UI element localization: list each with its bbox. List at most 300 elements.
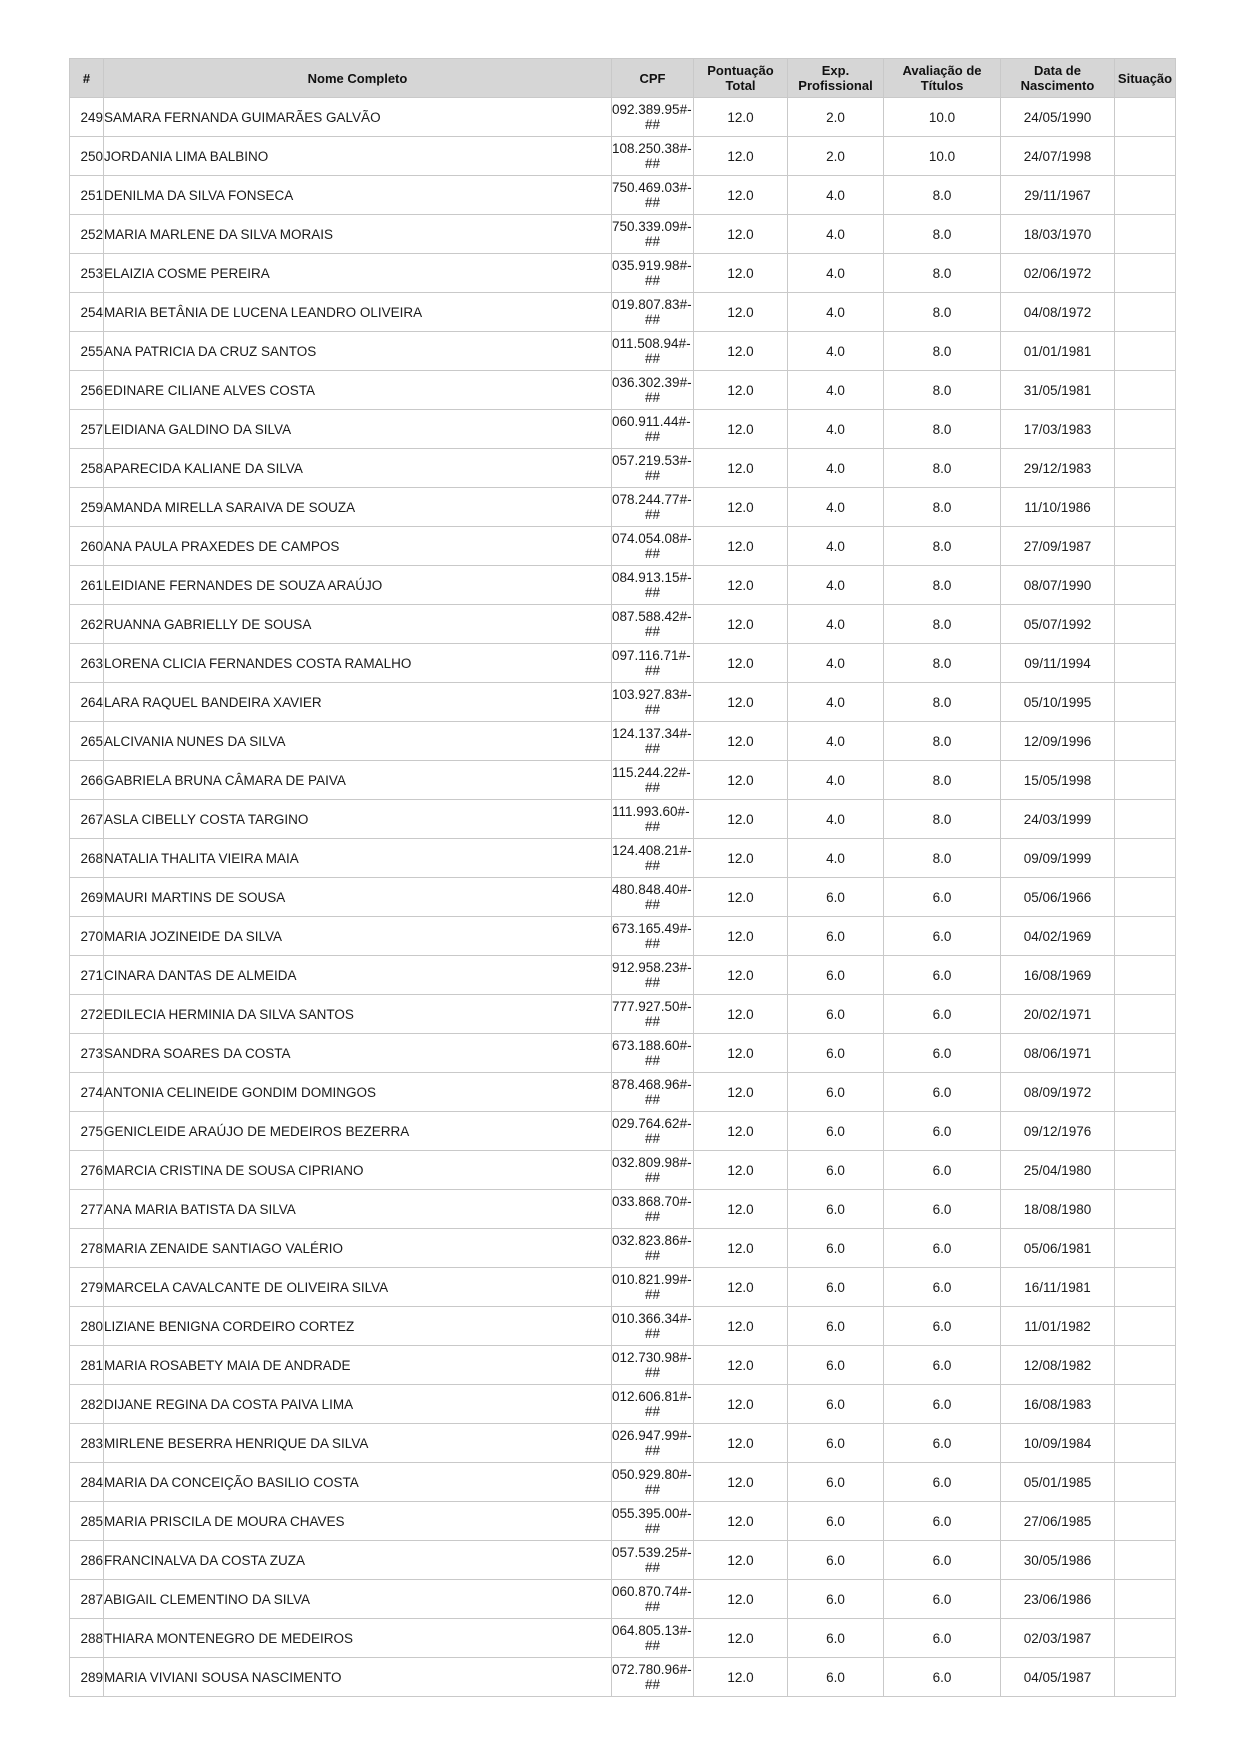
title-evaluation-cell: 10.0 xyxy=(884,98,1001,137)
cpf-suffix: ## xyxy=(644,156,661,171)
full-name-cell: GABRIELA BRUNA CÂMARA DE PAIVA xyxy=(104,761,612,800)
row-number: 252 xyxy=(70,215,104,254)
table-body xyxy=(70,98,1176,1697)
cpf-cell xyxy=(612,1034,694,1073)
birth-date-cell: 16/08/1983 xyxy=(1001,1385,1115,1424)
experience-cell: 4.0 xyxy=(788,761,884,800)
total-score-cell: 12.0 xyxy=(694,1034,788,1073)
status-cell xyxy=(1115,1229,1176,1268)
total-score-cell: 12.0 xyxy=(694,137,788,176)
title-evaluation-cell: 8.0 xyxy=(884,410,1001,449)
experience-cell: 6.0 xyxy=(788,1268,884,1307)
title-evaluation-cell: 6.0 xyxy=(884,1268,1001,1307)
table-row xyxy=(70,1385,1176,1424)
cpf-cell xyxy=(612,449,694,488)
header-birth-date xyxy=(1001,59,1115,98)
cpf-suffix: ## xyxy=(644,351,661,366)
cpf-prefix: 057.219.53#- xyxy=(612,453,692,468)
full-name-cell: SAMARA FERNANDA GUIMARÃES GALVÃO xyxy=(104,98,612,137)
cpf-prefix: 032.823.86#- xyxy=(612,1233,692,1248)
birth-date-cell: 09/11/1994 xyxy=(1001,644,1115,683)
total-score-cell: 12.0 xyxy=(694,293,788,332)
cpf-prefix: 777.927.50#- xyxy=(612,999,692,1014)
title-evaluation-cell: 8.0 xyxy=(884,332,1001,371)
experience-cell: 6.0 xyxy=(788,1073,884,1112)
full-name-cell: MARCELA CAVALCANTE DE OLIVEIRA SILVA xyxy=(104,1268,612,1307)
experience-cell: 6.0 xyxy=(788,1580,884,1619)
row-number: 288 xyxy=(70,1619,104,1658)
cpf-cell xyxy=(612,1502,694,1541)
row-number: 280 xyxy=(70,1307,104,1346)
birth-date-cell: 09/09/1999 xyxy=(1001,839,1115,878)
total-score-cell: 12.0 xyxy=(694,254,788,293)
status-cell xyxy=(1115,1190,1176,1229)
total-score-cell: 12.0 xyxy=(694,683,788,722)
cpf-suffix: ## xyxy=(644,195,661,210)
status-cell xyxy=(1115,1619,1176,1658)
total-score-cell: 12.0 xyxy=(694,410,788,449)
total-score-cell: 12.0 xyxy=(694,98,788,137)
cpf-suffix: ## xyxy=(644,1287,661,1302)
experience-cell: 6.0 xyxy=(788,878,884,917)
full-name-cell: CINARA DANTAS DE ALMEIDA xyxy=(104,956,612,995)
table-row xyxy=(70,1229,1176,1268)
status-cell xyxy=(1115,1151,1176,1190)
row-number: 274 xyxy=(70,1073,104,1112)
full-name-cell: LIZIANE BENIGNA CORDEIRO CORTEZ xyxy=(104,1307,612,1346)
cpf-suffix: ## xyxy=(644,702,661,717)
experience-cell: 4.0 xyxy=(788,605,884,644)
row-number: 277 xyxy=(70,1190,104,1229)
status-cell xyxy=(1115,488,1176,527)
cpf-suffix: ## xyxy=(644,1482,661,1497)
title-evaluation-cell: 8.0 xyxy=(884,488,1001,527)
table-row xyxy=(70,1346,1176,1385)
row-number: 254 xyxy=(70,293,104,332)
experience-cell: 6.0 xyxy=(788,956,884,995)
cpf-prefix: 078.244.77#- xyxy=(612,492,692,507)
total-score-cell: 12.0 xyxy=(694,644,788,683)
full-name-cell: GENICLEIDE ARAÚJO DE MEDEIROS BEZERRA xyxy=(104,1112,612,1151)
cpf-cell xyxy=(612,1346,694,1385)
cpf-prefix: 750.469.03#- xyxy=(612,180,692,195)
experience-cell: 4.0 xyxy=(788,527,884,566)
table-row xyxy=(70,917,1176,956)
cpf-cell xyxy=(612,1112,694,1151)
status-cell xyxy=(1115,332,1176,371)
row-number: 267 xyxy=(70,800,104,839)
table-header xyxy=(70,59,1176,98)
row-number: 271 xyxy=(70,956,104,995)
birth-date-cell: 16/11/1981 xyxy=(1001,1268,1115,1307)
row-number: 249 xyxy=(70,98,104,137)
table-row xyxy=(70,683,1176,722)
total-score-cell: 12.0 xyxy=(694,1580,788,1619)
cpf-suffix: ## xyxy=(644,1326,661,1341)
status-cell xyxy=(1115,371,1176,410)
cpf-cell xyxy=(612,683,694,722)
title-evaluation-cell: 6.0 xyxy=(884,1073,1001,1112)
title-evaluation-cell: 6.0 xyxy=(884,1580,1001,1619)
title-evaluation-cell: 6.0 xyxy=(884,1502,1001,1541)
table-row xyxy=(70,371,1176,410)
row-number: 263 xyxy=(70,644,104,683)
full-name-cell: LEIDIANA GALDINO DA SILVA xyxy=(104,410,612,449)
full-name-cell: MIRLENE BESERRA HENRIQUE DA SILVA xyxy=(104,1424,612,1463)
birth-date-cell: 11/10/1986 xyxy=(1001,488,1115,527)
experience-cell: 4.0 xyxy=(788,683,884,722)
header-total-score xyxy=(694,59,788,98)
row-number: 258 xyxy=(70,449,104,488)
cpf-prefix: 111.993.60#- xyxy=(612,804,690,819)
cpf-cell xyxy=(612,1541,694,1580)
experience-cell: 6.0 xyxy=(788,995,884,1034)
birth-date-cell: 24/07/1998 xyxy=(1001,137,1115,176)
title-evaluation-cell: 8.0 xyxy=(884,761,1001,800)
title-evaluation-cell: 8.0 xyxy=(884,722,1001,761)
table-row xyxy=(70,1268,1176,1307)
cpf-prefix: 912.958.23#- xyxy=(612,960,692,975)
row-number: 265 xyxy=(70,722,104,761)
cpf-prefix: 011.508.94#- xyxy=(612,336,691,351)
cpf-suffix: ## xyxy=(644,1014,661,1029)
status-cell xyxy=(1115,137,1176,176)
status-cell xyxy=(1115,176,1176,215)
title-evaluation-cell: 6.0 xyxy=(884,1034,1001,1073)
experience-cell: 4.0 xyxy=(788,722,884,761)
status-cell xyxy=(1115,1112,1176,1151)
cpf-suffix: ## xyxy=(644,741,661,756)
experience-cell: 6.0 xyxy=(788,1502,884,1541)
title-evaluation-cell: 8.0 xyxy=(884,839,1001,878)
birth-date-cell: 18/08/1980 xyxy=(1001,1190,1115,1229)
cpf-prefix: 055.395.00#- xyxy=(612,1506,692,1521)
title-evaluation-cell: 6.0 xyxy=(884,917,1001,956)
table-row xyxy=(70,995,1176,1034)
total-score-cell: 12.0 xyxy=(694,566,788,605)
title-evaluation-cell: 8.0 xyxy=(884,176,1001,215)
status-cell xyxy=(1115,644,1176,683)
full-name-cell: RUANNA GABRIELLY DE SOUSA xyxy=(104,605,612,644)
cpf-suffix: ## xyxy=(644,546,661,561)
total-score-cell: 12.0 xyxy=(694,1190,788,1229)
cpf-cell xyxy=(612,1229,694,1268)
full-name-cell: MARIA BETÂNIA DE LUCENA LEANDRO OLIVEIRA xyxy=(104,293,612,332)
full-name-cell: MARIA ZENAIDE SANTIAGO VALÉRIO xyxy=(104,1229,612,1268)
cpf-cell xyxy=(612,1658,694,1697)
cpf-cell xyxy=(612,956,694,995)
total-score-cell: 12.0 xyxy=(694,1112,788,1151)
status-cell xyxy=(1115,1307,1176,1346)
row-number: 269 xyxy=(70,878,104,917)
full-name-cell: ANA PATRICIA DA CRUZ SANTOS xyxy=(104,332,612,371)
experience-cell: 4.0 xyxy=(788,293,884,332)
birth-date-cell: 05/06/1981 xyxy=(1001,1229,1115,1268)
cpf-suffix: ## xyxy=(644,936,661,951)
total-score-cell: 12.0 xyxy=(694,1385,788,1424)
cpf-prefix: 480.848.40#- xyxy=(612,882,692,897)
cpf-cell xyxy=(612,839,694,878)
cpf-suffix: ## xyxy=(644,780,661,795)
full-name-cell: MARIA ROSABETY MAIA DE ANDRADE xyxy=(104,1346,612,1385)
experience-cell: 4.0 xyxy=(788,449,884,488)
cpf-cell xyxy=(612,98,694,137)
status-cell xyxy=(1115,410,1176,449)
cpf-cell xyxy=(612,995,694,1034)
experience-cell: 4.0 xyxy=(788,566,884,605)
birth-date-cell: 02/06/1972 xyxy=(1001,254,1115,293)
row-number: 273 xyxy=(70,1034,104,1073)
cpf-prefix: 124.408.21#- xyxy=(612,843,692,858)
birth-date-cell: 04/02/1969 xyxy=(1001,917,1115,956)
row-number: 275 xyxy=(70,1112,104,1151)
title-evaluation-cell: 6.0 xyxy=(884,1424,1001,1463)
status-cell xyxy=(1115,293,1176,332)
total-score-cell: 12.0 xyxy=(694,800,788,839)
title-evaluation-cell: 6.0 xyxy=(884,878,1001,917)
row-number: 262 xyxy=(70,605,104,644)
title-evaluation-cell: 6.0 xyxy=(884,1151,1001,1190)
full-name-cell: ANTONIA CELINEIDE GONDIM DOMINGOS xyxy=(104,1073,612,1112)
cpf-suffix: ## xyxy=(644,624,661,639)
title-evaluation-cell: 8.0 xyxy=(884,371,1001,410)
birth-date-cell: 10/09/1984 xyxy=(1001,1424,1115,1463)
experience-cell: 6.0 xyxy=(788,1541,884,1580)
cpf-prefix: 673.188.60#- xyxy=(612,1038,692,1053)
table-row xyxy=(70,332,1176,371)
cpf-cell xyxy=(612,488,694,527)
status-cell xyxy=(1115,878,1176,917)
row-number: 283 xyxy=(70,1424,104,1463)
header-professional-experience xyxy=(788,59,884,98)
table-row xyxy=(70,1619,1176,1658)
row-number: 276 xyxy=(70,1151,104,1190)
birth-date-cell: 08/06/1971 xyxy=(1001,1034,1115,1073)
cpf-prefix: 036.302.39#- xyxy=(612,375,692,390)
row-number: 251 xyxy=(70,176,104,215)
full-name-cell: APARECIDA KALIANE DA SILVA xyxy=(104,449,612,488)
experience-cell: 4.0 xyxy=(788,410,884,449)
birth-date-cell: 04/05/1987 xyxy=(1001,1658,1115,1697)
title-evaluation-cell: 6.0 xyxy=(884,1112,1001,1151)
cpf-suffix: ## xyxy=(644,468,661,483)
birth-date-cell: 16/08/1969 xyxy=(1001,956,1115,995)
cpf-prefix: 060.870.74#- xyxy=(612,1584,692,1599)
experience-cell: 4.0 xyxy=(788,839,884,878)
row-number: 282 xyxy=(70,1385,104,1424)
full-name-cell: EDILECIA HERMINIA DA SILVA SANTOS xyxy=(104,995,612,1034)
table-row xyxy=(70,839,1176,878)
header-professional-experience-line1: Exp. xyxy=(821,63,850,78)
full-name-cell: ANA PAULA PRAXEDES DE CAMPOS xyxy=(104,527,612,566)
total-score-cell: 12.0 xyxy=(694,761,788,800)
table-row xyxy=(70,215,1176,254)
row-number: 272 xyxy=(70,995,104,1034)
experience-cell: 6.0 xyxy=(788,1190,884,1229)
cpf-cell xyxy=(612,1307,694,1346)
status-cell xyxy=(1115,1346,1176,1385)
cpf-prefix: 010.366.34#- xyxy=(612,1311,692,1326)
full-name-cell: DENILMA DA SILVA FONSECA xyxy=(104,176,612,215)
row-number: 285 xyxy=(70,1502,104,1541)
birth-date-cell: 08/09/1972 xyxy=(1001,1073,1115,1112)
title-evaluation-cell: 8.0 xyxy=(884,644,1001,683)
table-row xyxy=(70,137,1176,176)
birth-date-cell: 12/08/1982 xyxy=(1001,1346,1115,1385)
cpf-prefix: 074.054.08#- xyxy=(612,531,692,546)
experience-cell: 6.0 xyxy=(788,1346,884,1385)
total-score-cell: 12.0 xyxy=(694,1463,788,1502)
total-score-cell: 12.0 xyxy=(694,1424,788,1463)
cpf-prefix: 072.780.96#- xyxy=(612,1662,692,1677)
cpf-suffix: ## xyxy=(644,429,661,444)
cpf-prefix: 032.809.98#- xyxy=(612,1155,692,1170)
cpf-prefix: 019.807.83#- xyxy=(612,297,692,312)
cpf-suffix: ## xyxy=(644,1209,661,1224)
cpf-cell xyxy=(612,605,694,644)
cpf-cell xyxy=(612,1268,694,1307)
birth-date-cell: 25/04/1980 xyxy=(1001,1151,1115,1190)
cpf-suffix: ## xyxy=(644,975,661,990)
table-row xyxy=(70,761,1176,800)
experience-cell: 6.0 xyxy=(788,1463,884,1502)
birth-date-cell: 05/07/1992 xyxy=(1001,605,1115,644)
table-row xyxy=(70,449,1176,488)
header-professional-experience-line2: Profissional xyxy=(798,78,873,93)
row-number: 255 xyxy=(70,332,104,371)
table-row xyxy=(70,956,1176,995)
title-evaluation-cell: 6.0 xyxy=(884,956,1001,995)
table-row xyxy=(70,1541,1176,1580)
cpf-prefix: 026.947.99#- xyxy=(612,1428,692,1443)
full-name-cell: ANA MARIA BATISTA DA SILVA xyxy=(104,1190,612,1229)
row-number: 268 xyxy=(70,839,104,878)
header-full-name: Nome Completo xyxy=(104,59,612,98)
table-row xyxy=(70,1424,1176,1463)
birth-date-cell: 29/11/1967 xyxy=(1001,176,1115,215)
status-cell xyxy=(1115,1541,1176,1580)
total-score-cell: 12.0 xyxy=(694,176,788,215)
results-table xyxy=(69,58,1176,1697)
title-evaluation-cell: 8.0 xyxy=(884,215,1001,254)
status-cell xyxy=(1115,839,1176,878)
full-name-cell: THIARA MONTENEGRO DE MEDEIROS xyxy=(104,1619,612,1658)
header-total-score-line2: Total xyxy=(725,78,756,93)
cpf-cell xyxy=(612,137,694,176)
title-evaluation-cell: 6.0 xyxy=(884,1385,1001,1424)
total-score-cell: 12.0 xyxy=(694,956,788,995)
table-row xyxy=(70,98,1176,137)
birth-date-cell: 01/01/1981 xyxy=(1001,332,1115,371)
total-score-cell: 12.0 xyxy=(694,527,788,566)
birth-date-cell: 04/08/1972 xyxy=(1001,293,1115,332)
cpf-cell xyxy=(612,293,694,332)
title-evaluation-cell: 6.0 xyxy=(884,1346,1001,1385)
status-cell xyxy=(1115,1034,1176,1073)
cpf-cell xyxy=(612,1619,694,1658)
experience-cell: 6.0 xyxy=(788,1229,884,1268)
header-row xyxy=(70,59,1176,98)
table-row xyxy=(70,254,1176,293)
cpf-prefix: 012.606.81#- xyxy=(612,1389,692,1404)
cpf-cell xyxy=(612,878,694,917)
total-score-cell: 12.0 xyxy=(694,995,788,1034)
table-row xyxy=(70,293,1176,332)
table-row xyxy=(70,1190,1176,1229)
title-evaluation-cell: 8.0 xyxy=(884,683,1001,722)
header-title-evaluation-line1: Avaliação de xyxy=(902,63,982,78)
cpf-suffix: ## xyxy=(644,312,661,327)
row-number: 257 xyxy=(70,410,104,449)
row-number: 259 xyxy=(70,488,104,527)
title-evaluation-cell: 6.0 xyxy=(884,1190,1001,1229)
cpf-prefix: 750.339.09#- xyxy=(612,219,692,234)
cpf-suffix: ## xyxy=(644,234,661,249)
cpf-prefix: 064.805.13#- xyxy=(612,1623,692,1638)
cpf-cell xyxy=(612,917,694,956)
status-cell xyxy=(1115,1580,1176,1619)
experience-cell: 4.0 xyxy=(788,176,884,215)
full-name-cell: NATALIA THALITA VIEIRA MAIA xyxy=(104,839,612,878)
title-evaluation-cell: 8.0 xyxy=(884,605,1001,644)
row-number: 260 xyxy=(70,527,104,566)
cpf-suffix: ## xyxy=(644,1404,661,1419)
cpf-cell xyxy=(612,1580,694,1619)
birth-date-cell: 24/05/1990 xyxy=(1001,98,1115,137)
experience-cell: 2.0 xyxy=(788,137,884,176)
status-cell xyxy=(1115,605,1176,644)
cpf-cell xyxy=(612,761,694,800)
total-score-cell: 12.0 xyxy=(694,1073,788,1112)
cpf-prefix: 673.165.49#- xyxy=(612,921,692,936)
cpf-cell xyxy=(612,176,694,215)
row-number: 250 xyxy=(70,137,104,176)
status-cell xyxy=(1115,683,1176,722)
cpf-suffix: ## xyxy=(644,663,661,678)
cpf-suffix: ## xyxy=(644,819,661,834)
total-score-cell: 12.0 xyxy=(694,1541,788,1580)
experience-cell: 2.0 xyxy=(788,98,884,137)
table-row xyxy=(70,1151,1176,1190)
table-row xyxy=(70,878,1176,917)
title-evaluation-cell: 8.0 xyxy=(884,566,1001,605)
cpf-prefix: 103.927.83#- xyxy=(612,687,692,702)
full-name-cell: LORENA CLICIA FERNANDES COSTA RAMALHO xyxy=(104,644,612,683)
cpf-suffix: ## xyxy=(644,1521,661,1536)
status-cell xyxy=(1115,800,1176,839)
birth-date-cell: 02/03/1987 xyxy=(1001,1619,1115,1658)
title-evaluation-cell: 8.0 xyxy=(884,293,1001,332)
cpf-suffix: ## xyxy=(644,273,661,288)
experience-cell: 4.0 xyxy=(788,215,884,254)
cpf-prefix: 060.911.44#- xyxy=(612,414,691,429)
full-name-cell: DIJANE REGINA DA COSTA PAIVA LIMA xyxy=(104,1385,612,1424)
total-score-cell: 12.0 xyxy=(694,1151,788,1190)
cpf-cell xyxy=(612,1424,694,1463)
full-name-cell: LARA RAQUEL BANDEIRA XAVIER xyxy=(104,683,612,722)
cpf-suffix: ## xyxy=(644,1599,661,1614)
cpf-prefix: 092.389.95#- xyxy=(612,102,692,117)
total-score-cell: 12.0 xyxy=(694,722,788,761)
row-number: 281 xyxy=(70,1346,104,1385)
full-name-cell: ABIGAIL CLEMENTINO DA SILVA xyxy=(104,1580,612,1619)
cpf-cell xyxy=(612,332,694,371)
header-title-evaluation xyxy=(884,59,1001,98)
header-cpf: CPF xyxy=(612,59,694,98)
title-evaluation-cell: 8.0 xyxy=(884,449,1001,488)
title-evaluation-cell: 8.0 xyxy=(884,800,1001,839)
table-row xyxy=(70,1580,1176,1619)
